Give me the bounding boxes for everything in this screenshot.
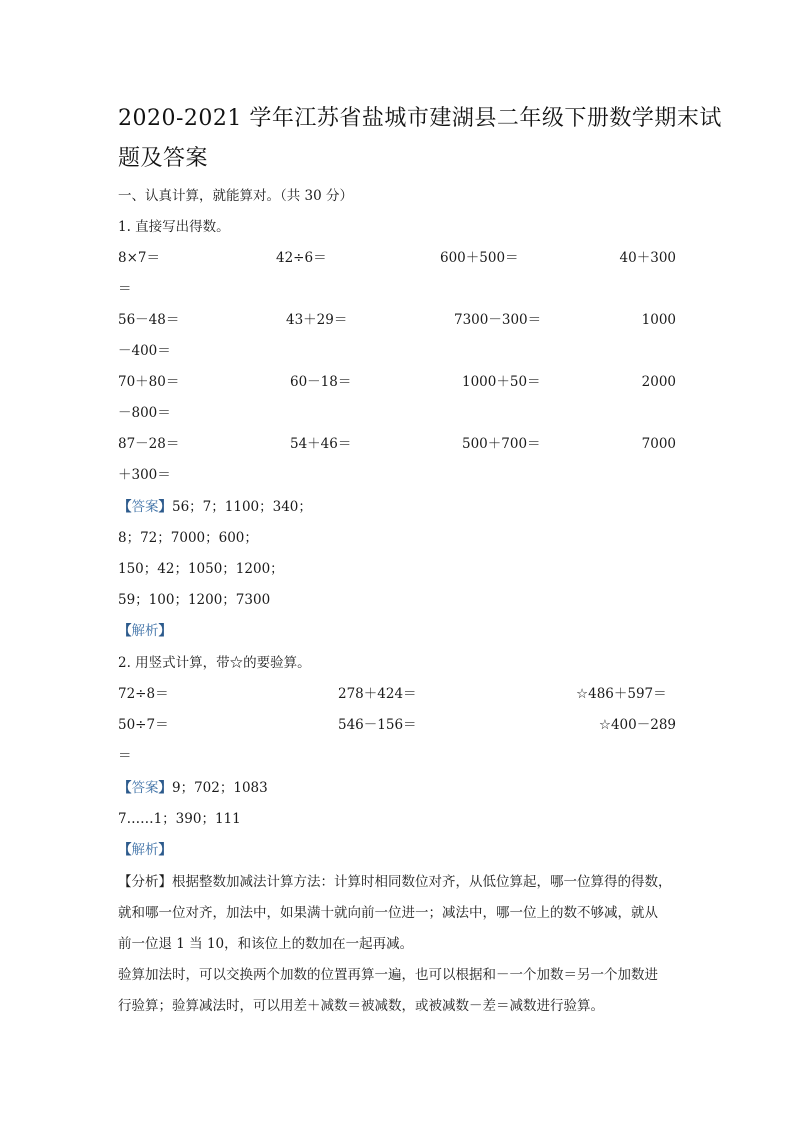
bracket-open: 【: [118, 623, 132, 639]
q2-problem: 546－156＝: [338, 717, 417, 733]
q2-problem: ☆400－289: [598, 717, 676, 733]
document-title-line-2: 题及答案: [118, 146, 209, 171]
q1-problem: 42÷6＝: [276, 250, 327, 266]
q1-problem: 60－18＝: [290, 374, 352, 390]
q2-problem: 50÷7＝: [118, 717, 169, 733]
q2-wrap: ＝: [118, 748, 132, 764]
q1-problem: 600＋500＝: [440, 250, 519, 266]
q1-problem: 40＋300: [619, 250, 676, 266]
q1-wrap: ＋300＝: [118, 467, 171, 483]
q1-wrap: ＝: [118, 281, 132, 297]
analysis-line-3: 前一位退 1 当 10，和该位上的数加在一起再减。: [118, 936, 414, 952]
analysis-line-1: [118, 872, 672, 892]
bracket-open: 【: [118, 780, 132, 796]
q1-answer-line-1: [118, 497, 312, 517]
bracket-open: 【: [118, 874, 132, 890]
q1-problem: 43＋29＝: [286, 312, 348, 328]
bracket-close: 】: [158, 842, 172, 858]
q1-problem: 8×7＝: [118, 250, 160, 266]
section-heading: 一、认真计算，就能算对。（共 30 分）: [118, 188, 354, 204]
q1-problem: 1000: [641, 312, 676, 328]
bracket-open: 【: [118, 499, 132, 515]
q1-problem: 2000: [641, 374, 676, 390]
q1-wrap: －400＝: [118, 343, 171, 359]
q2-problem: 72÷8＝: [118, 686, 169, 702]
analysis-text: 根据整数加减法计算方法：计算时相同数位对齐，从低位算起，哪一位算得的得数，: [172, 874, 672, 890]
question-2-prompt: 2. 用竖式计算，带☆的要验算。: [118, 655, 311, 671]
analysis-label: 解析: [131, 842, 159, 858]
analysis-line-4: 验算加法时，可以交换两个加数的位置再算一遍，也可以根据和－一个加数＝另一个加数进: [118, 967, 658, 983]
q1-problem: 7000: [641, 436, 676, 452]
q2-analysis-label: [118, 840, 172, 860]
q1-problem: 70＋80＝: [118, 374, 180, 390]
analysis-label: 解析: [131, 623, 159, 639]
answer-text: 9；702；1083: [172, 780, 268, 796]
bracket-close: 】: [158, 874, 172, 890]
q1-answer-line-2: 8；72；7000；600；: [118, 530, 258, 546]
analysis-sub-label: 分析: [131, 874, 159, 890]
answer-label: 答案: [131, 780, 159, 796]
bracket-close: 】: [158, 623, 172, 639]
q1-analysis-label: [118, 621, 172, 641]
q1-problem: 56－48＝: [118, 312, 180, 328]
q2-problem: 278＋424＝: [338, 686, 417, 702]
bracket-close: 】: [158, 499, 172, 515]
answer-text: 56；7；1100；340；: [172, 499, 312, 515]
q1-answer-line-3: 150；42；1050；1200；: [118, 561, 284, 577]
bracket-close: 】: [158, 780, 172, 796]
q2-answer-line-2: 7……1；390；111: [118, 811, 241, 827]
analysis-line-2: 就和哪一位对齐，加法中，如果满十就向前一位进一；减法中，哪一位上的数不够减，就从: [118, 905, 658, 921]
q1-problem: 7300－300＝: [454, 312, 542, 328]
analysis-line-5: 行验算；验算减法时，可以用差＋减数＝被减数，或被减数－差＝减数进行验算。: [118, 998, 604, 1014]
document-title-line-1: 2020-2021 学年江苏省盐城市建湖县二年级下册数学期末试: [118, 106, 722, 131]
q1-problem: 87－28＝: [118, 436, 180, 452]
q1-answer-line-4: 59；100；1200；7300: [118, 592, 271, 608]
bracket-open: 【: [118, 842, 132, 858]
q1-problem: 54＋46＝: [290, 436, 352, 452]
q2-answer-line-1: [118, 778, 268, 798]
question-1-prompt: 1. 直接写出得数。: [118, 219, 230, 235]
q2-problem: ☆486＋597＝: [576, 686, 667, 702]
answer-label: 答案: [131, 499, 159, 515]
q1-wrap: －800＝: [118, 405, 171, 421]
q1-problem: 500＋700＝: [462, 436, 541, 452]
q1-problem: 1000＋50＝: [462, 374, 541, 390]
